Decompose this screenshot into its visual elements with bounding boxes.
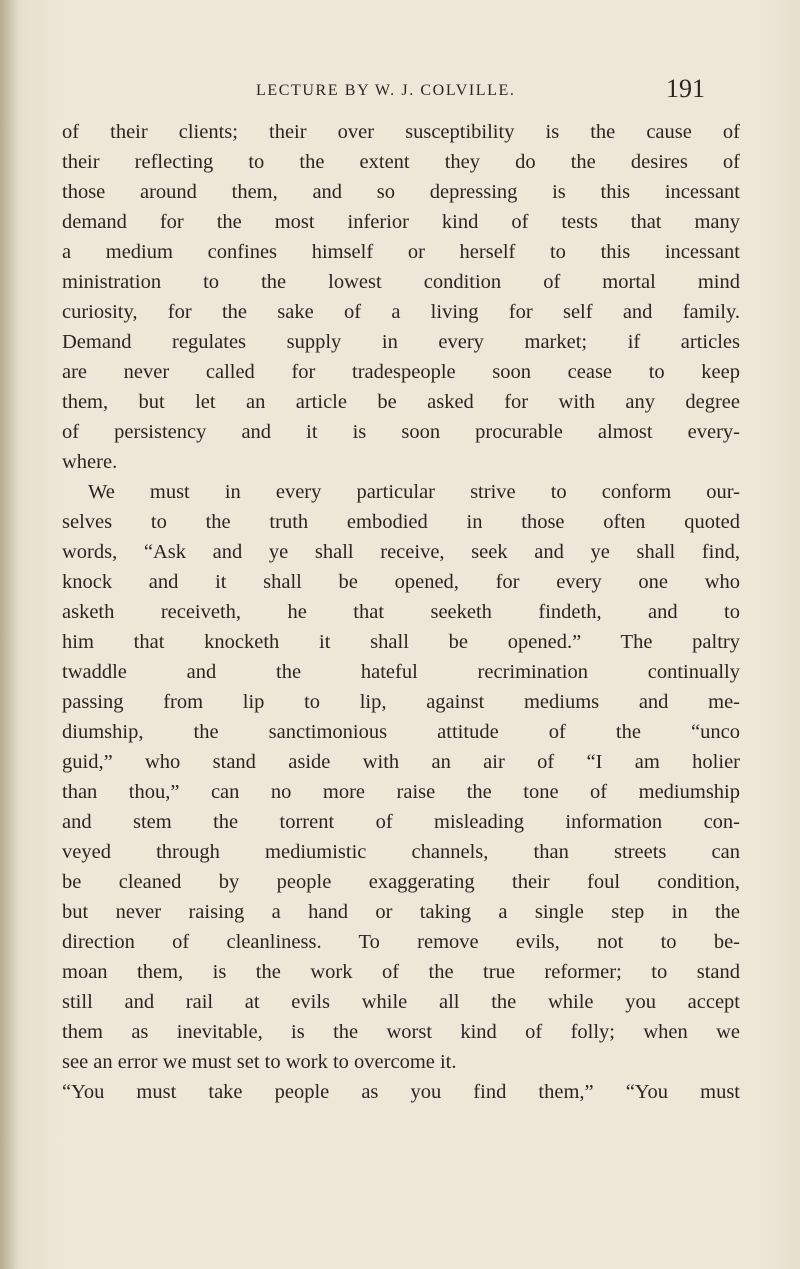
text-line: twaddle and the hateful recrimination continually [62,661,740,683]
text-line: where. [62,451,118,473]
text-line: direction of cleanliness. To remove evils, not to be- [62,931,740,953]
text-line: We must in every particular strive to conform our- [88,481,740,503]
body-text [62,117,740,1107]
text-line: guid,” who stand aside with an air of “I am holier [62,751,740,773]
text-line: and stem the torrent of misleading information con- [62,811,740,833]
text-line: veyed through mediumistic channels, than streets can [62,841,740,863]
text-line: them as inevitable, is the worst kind of folly; when we [62,1021,740,1043]
text-line: are never called for tradespeople soon cease to keep [62,361,740,383]
text-line: but never raising a hand or taking a single step in the [62,901,740,923]
text-line: “You must take people as you find them,” “You must [62,1081,740,1103]
text-line: those around them, and so depressing is this incessant [62,181,740,203]
text-line: a medium confines himself or herself to this incessant [62,241,740,263]
text-line: selves to the truth embodied in those often quoted [62,511,740,533]
text-line: asketh receiveth, he that seeketh findeth, and to [62,601,740,623]
text-line: him that knocketh it shall be opened.” The paltry [62,631,740,653]
page-gutter-shadow [0,0,18,1269]
text-line: be cleaned by people exaggerating their foul condition, [62,871,740,893]
text-line: Demand regulates supply in every market; if articles [62,331,740,353]
text-line: of persistency and it is soon procurable almost every- [62,421,740,443]
page-number: 191 [666,74,705,103]
text-line: them, but let an article be asked for with any degree [62,391,740,413]
text-line: of their clients; their over susceptibility is the cause of [62,121,740,143]
text-line: diumship, the sanctimonious attitude of the “unco [62,721,740,743]
text-line: moan them, is the work of the true reformer; to stand [62,961,740,983]
text-line: passing from lip to lip, against mediums and me- [62,691,740,713]
text-line: than thou,” can no more raise the tone of mediumship [62,781,740,803]
text-line: demand for the most inferior kind of tests that many [62,211,740,233]
text-line: ministration to the lowest condition of mortal mind [62,271,740,293]
text-line: their reflecting to the extent they do the desires of [62,151,740,173]
running-head: LECTURE BY W. J. COLVILLE. [256,82,516,99]
text-line: knock and it shall be opened, for every one who [62,571,740,593]
text-line: still and rail at evils while all the while you accept [62,991,740,1013]
text-line: words, “Ask and ye shall receive, seek and ye shall find, [62,541,740,563]
page-header [0,74,800,108]
text-line: curiosity, for the sake of a living for self and family. [62,301,740,323]
text-line: see an error we must set to work to overcome it. [62,1051,457,1073]
